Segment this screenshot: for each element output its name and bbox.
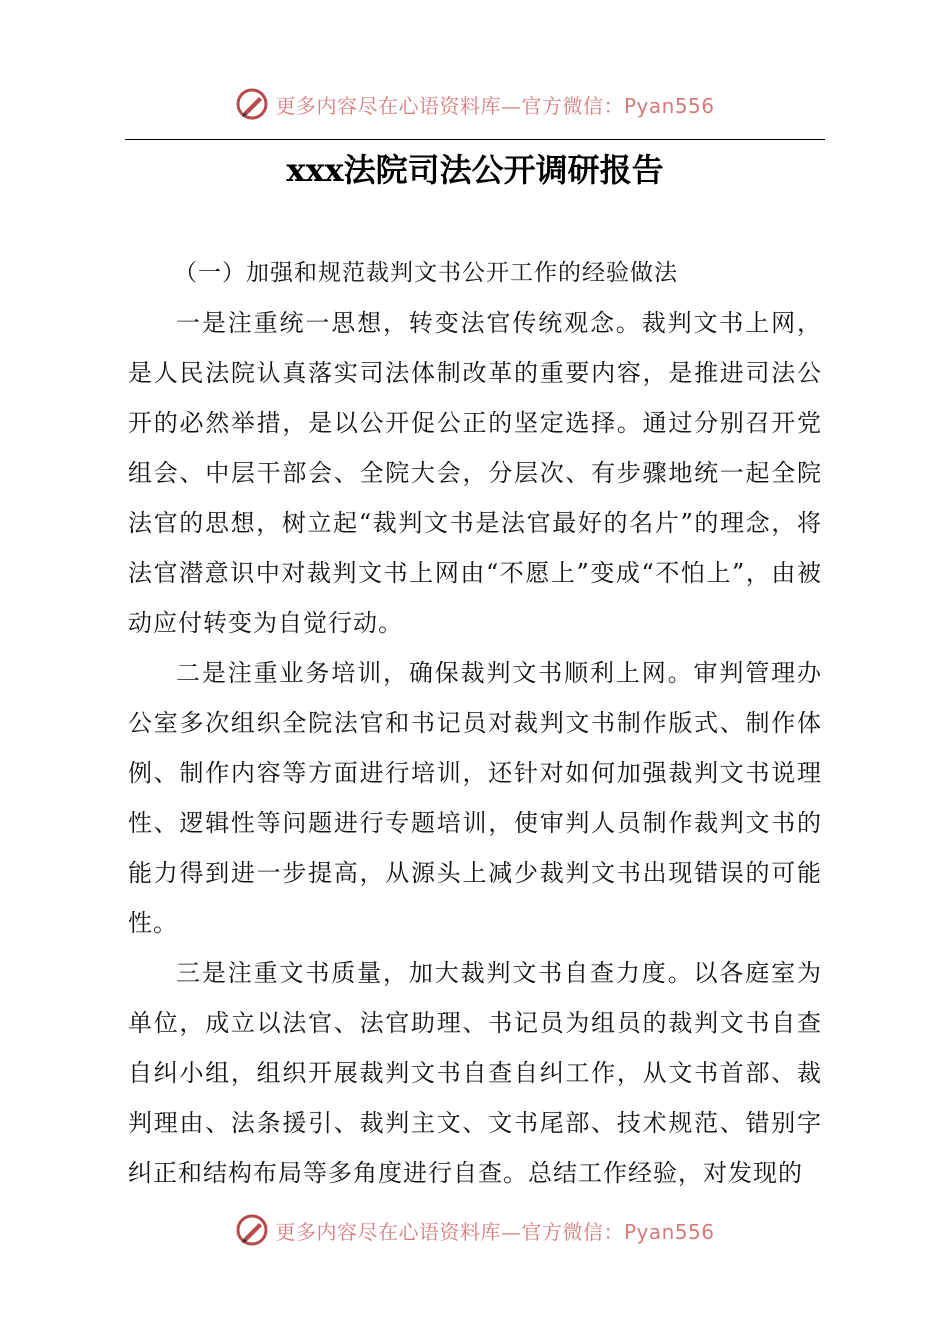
header-rule [125, 139, 825, 140]
footer-watermark [0, 1210, 950, 1250]
section-heading: （一）加强和规范裁判文书公开工作的经验做法 [174, 260, 678, 286]
document-title: xxx法院司法公开调研报告 [286, 151, 664, 189]
watermark-label: 更多内容尽在心语资料库—官方微信： [275, 93, 624, 118]
document-body [128, 248, 822, 1198]
watermark-text [275, 90, 714, 119]
watermark-wechat-id: Pyan556 [623, 93, 715, 118]
watermark-wechat-id: Pyan556 [623, 1219, 715, 1244]
watermark-label: 更多内容尽在心语资料库—官方微信： [275, 1219, 624, 1244]
pen-logo-icon [235, 1213, 269, 1247]
watermark-text [275, 1216, 714, 1245]
body-paragraph: 二是注重业务培训，确保裁判文书顺利上网。审判管理办公室多次组织全院法官和书记员对裁判文书制作版式、制作体例、制作内容等方面进行培训，还针对如何加强裁判文书说理性、逻辑性等问题进行专题培训，使审判人员制作裁判文书的能力得到进一步提高，从源头上减少裁判文书出现错误的可能性。 [128, 659, 822, 937]
pen-logo-icon [235, 87, 269, 121]
body-paragraph: 一是注重统一思想，转变法官传统观念。裁判文书上网，是人民法院认真落实司法体制改革的重要内容，是推进司法公开的必然举措，是以公开促公正的坚定选择。通过分别召开党组会、中层干部会、全院大会，分层次、有步骤地统一起全院法官的思想，树立起“裁判文书是法官最好的名片”的理念，将法官潜意识中对裁判文书上网由“不愿上”变成“不怕上”，由被动应付转变为自觉行动。 [128, 309, 822, 637]
header-watermark [0, 84, 950, 124]
body-paragraph: 三是注重文书质量，加大裁判文书自查力度。以各庭室为单位，成立以法官、法官助理、书记员为组员的裁判文书自查自纠小组，组织开展裁判文书自查自纠工作，从文书首部、裁判理由、法条援引、裁判主文、文书尾部、技术规范、错别字纠正和结构布局等多角度进行自查。总结工作经验，对发现的 [128, 959, 822, 1187]
